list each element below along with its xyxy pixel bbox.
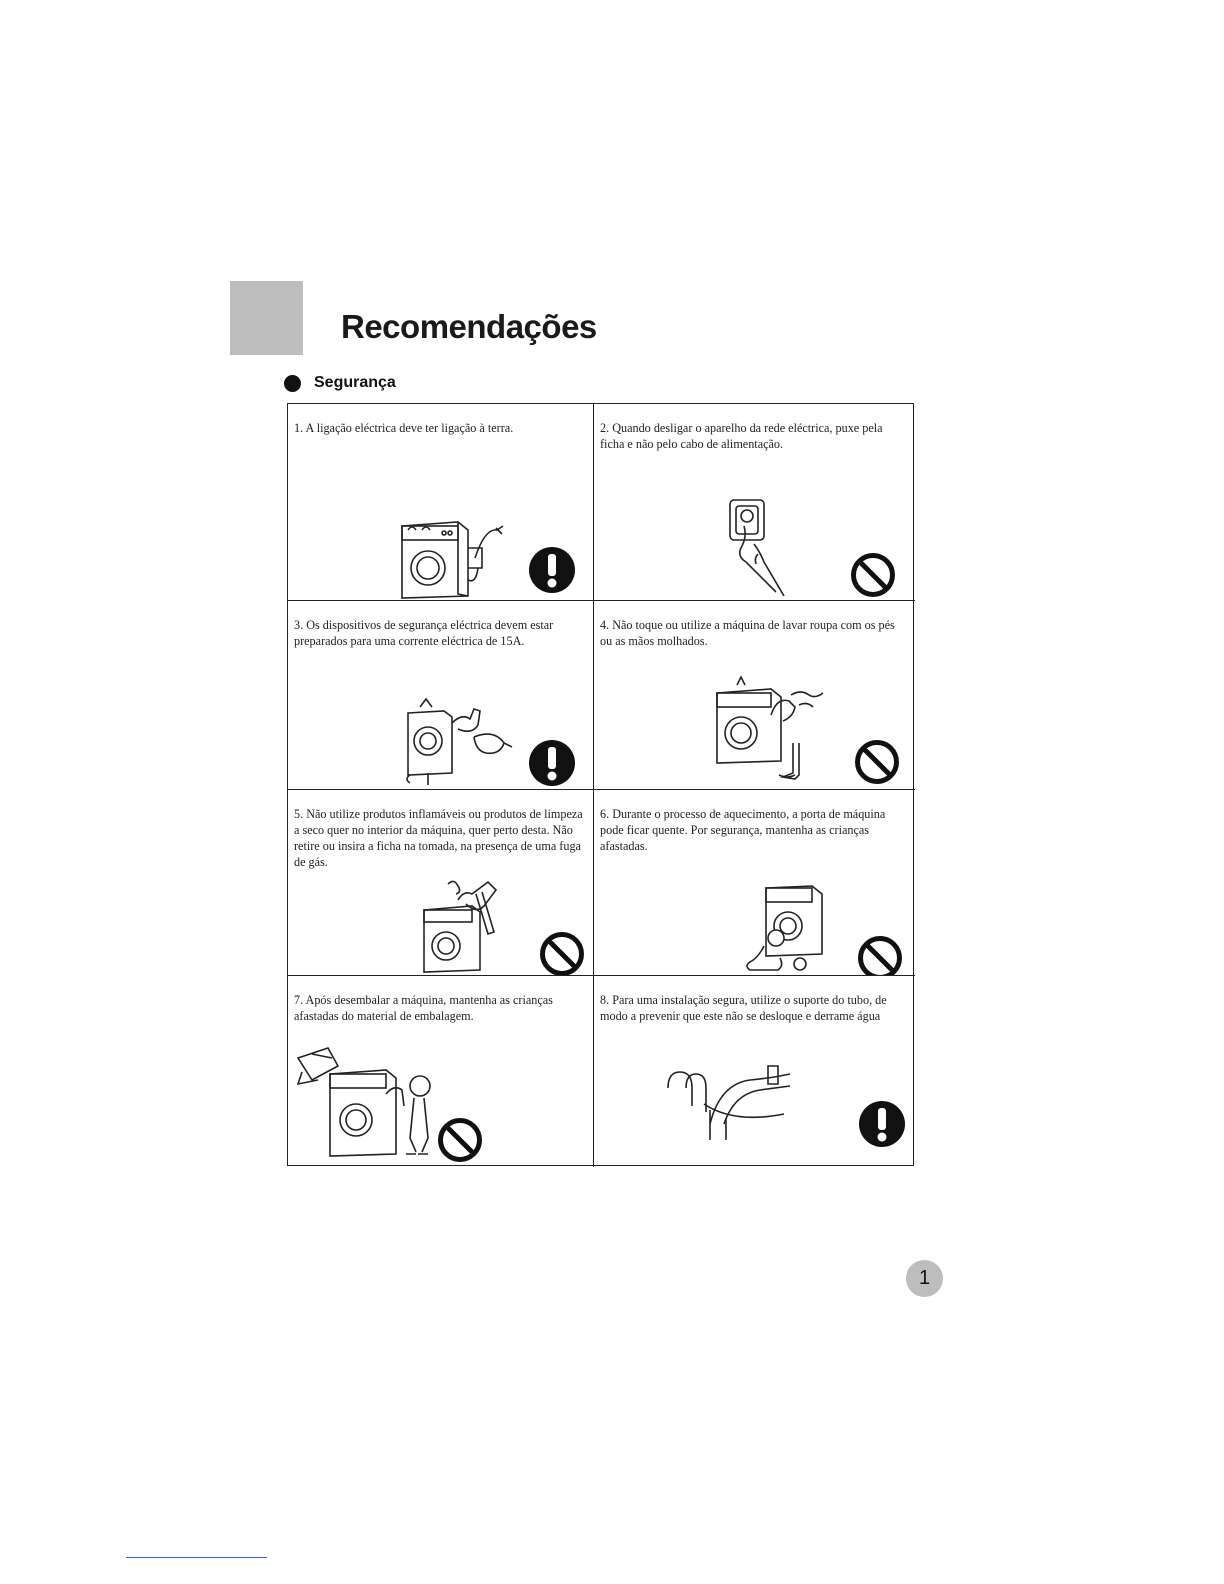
safety-item-7 bbox=[288, 976, 594, 1167]
grounded-washer-illustration-icon bbox=[388, 508, 508, 600]
section-title: Segurança bbox=[314, 374, 396, 391]
page-number-badge bbox=[906, 1260, 943, 1297]
safety-item-text: 6. Durante o processo de aquecimento, a porta de máquina pode ficar quente. Por segurança, mantenha as crianças afastadas. bbox=[600, 807, 886, 853]
safety-item-5 bbox=[288, 790, 594, 976]
chapter-tab-block bbox=[230, 281, 303, 355]
prohibition-icon bbox=[538, 930, 586, 976]
electrical-protection-illustration-icon bbox=[398, 693, 518, 785]
page-title: Recomendações bbox=[341, 308, 597, 345]
warning-exclamation-icon bbox=[528, 546, 576, 594]
prohibition-icon bbox=[436, 1116, 484, 1164]
unplug-by-plug-illustration-icon bbox=[722, 496, 802, 596]
safety-item-6 bbox=[594, 790, 915, 976]
safety-item-1 bbox=[288, 404, 594, 601]
safety-item-text: 5. Não utilize produtos inflamáveis ou produtos de limpeza a seco quer no interior da máquina, quer perto desta. Não retire ou insira a ficha na tomada, na presença de uma fuga de gás. bbox=[294, 807, 583, 869]
safety-item-3 bbox=[288, 601, 594, 790]
page-number: 1 bbox=[918, 1267, 931, 1289]
safety-item-text: 2. Quando desligar o aparelho da rede eléctrica, puxe pela ficha e não pelo cabo de alimentação. bbox=[600, 421, 883, 451]
safety-item-text: 8. Para uma instalação segura, utilize o suporte do tubo, de modo a prevenir que este não se desloque e derrame água bbox=[600, 993, 887, 1023]
safety-item-4 bbox=[594, 601, 915, 790]
safety-item-text: 4. Não toque ou utilize a máquina de lavar roupa com os pés ou as mãos molhados. bbox=[600, 618, 895, 648]
hot-door-child-illustration-icon bbox=[744, 882, 836, 974]
flammable-products-illustration-icon bbox=[418, 878, 508, 974]
wet-hands-washer-illustration-icon bbox=[709, 675, 839, 787]
prohibition-icon bbox=[856, 934, 904, 976]
bullet-icon bbox=[284, 375, 301, 392]
footer-rule bbox=[126, 1557, 267, 1558]
prohibition-icon bbox=[849, 551, 897, 599]
packaging-child-illustration-icon bbox=[294, 1044, 434, 1164]
prohibition-icon bbox=[853, 738, 901, 786]
safety-item-2 bbox=[594, 404, 915, 601]
safety-item-text: 7. Após desembalar a máquina, mantenha as crianças afastadas do material de embalagem. bbox=[294, 993, 553, 1023]
warning-exclamation-icon bbox=[858, 1100, 906, 1148]
safety-item-8 bbox=[594, 976, 915, 1167]
warning-exclamation-icon bbox=[528, 739, 576, 787]
section-heading bbox=[284, 374, 396, 392]
safety-item-text: 1. A ligação eléctrica deve ter ligação à terra. bbox=[294, 421, 514, 435]
hose-support-illustration-icon bbox=[664, 1064, 794, 1144]
safety-grid bbox=[287, 403, 914, 1166]
safety-item-text: 3. Os dispositivos de segurança eléctrica devem estar preparados para uma corrente eléctrica de 15A. bbox=[294, 618, 554, 648]
